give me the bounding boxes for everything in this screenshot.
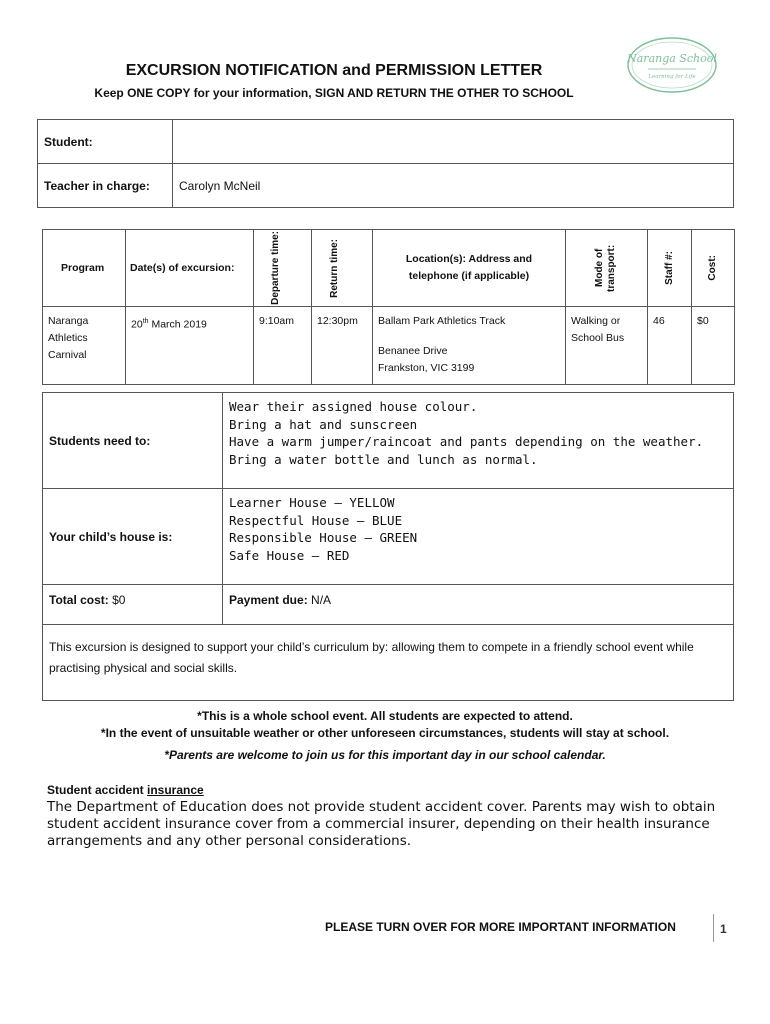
note-weather: *In the event of unsuitable weather or other unforeseen circumstances, students will stay at school. [100, 726, 670, 740]
house-item: Learner House – YELLOW [229, 495, 395, 510]
transport-value: Walking or School Bus [566, 307, 648, 385]
header-transport: Mode of transport: [566, 230, 648, 307]
logo-tagline: Learning for Life [648, 74, 696, 80]
departure-value: 9:10am [254, 307, 312, 385]
house-item: Responsible House – GREEN [229, 530, 418, 545]
teacher-label: Teacher in charge: [38, 164, 173, 208]
needs-list [223, 393, 734, 489]
insurance-heading: Student accident insurance [47, 783, 204, 797]
page-subtitle: Keep ONE COPY for your information, SIGN AND RETURN THE OTHER TO SCHOOL [94, 86, 574, 100]
excursion-table [42, 229, 735, 385]
header-program: Program [43, 230, 126, 307]
location-value: Ballam Park Athletics Track Benanee Drive Frankston, VIC 3199 [373, 307, 566, 385]
student-label: Student: [38, 120, 173, 164]
needs-item: Bring a water bottle and lunch as normal. [229, 451, 538, 467]
needs-item: Have a warm jumper/raincoat and pants depending on the weather. [229, 434, 704, 449]
needs-item: Wear their assigned house colour. [229, 399, 478, 414]
note-parents: *Parents are welcome to join us for this important day in our school calendar. [164, 748, 606, 762]
header-departure: Departure time: [254, 230, 312, 307]
header-return: Return time: [312, 230, 373, 307]
student-name-field[interactable] [173, 120, 734, 164]
page-number: 1 [713, 914, 727, 942]
insurance-body: The Department of Education does not provide student accident cover. Parents may wish to obtain student accident insurance cover from a commercial insurer, depending on their health insurance arrangements and any other personal considerations. [47, 799, 716, 849]
note-whole-school: *This is a whole school event. All students are expected to attend. [197, 709, 573, 723]
house-item: Respectful House – BLUE [229, 512, 403, 528]
cost-value: $0 [692, 307, 735, 385]
needs-label: Students need to: [43, 393, 223, 489]
needs-item: Bring a hat and sunscreen [229, 416, 418, 432]
staff-value: 46 [648, 307, 692, 385]
total-cost: Total cost: $0 [43, 585, 223, 625]
header-cost: Cost: [692, 230, 735, 307]
student-table [37, 119, 734, 208]
header-location: Location(s): Address and telephone (if applicable) [373, 230, 566, 307]
house-label: Your child’s house is: [43, 489, 223, 585]
house-item: Safe House – RED [229, 547, 350, 563]
curriculum-text: This excursion is designed to support your child’s curriculum by: allowing them to compete in a friendly school event while practising physical and social skills. [43, 625, 734, 701]
page-title: EXCURSION NOTIFICATION and PERMISSION LETTER [125, 62, 543, 79]
footer-note: PLEASE TURN OVER FOR MORE IMPORTANT INFORMATION [325, 920, 676, 934]
header-staff: Staff #: [648, 230, 692, 307]
payment-due: Payment due: N/A [223, 585, 734, 625]
house-list [223, 489, 734, 585]
teacher-value: Carolyn McNeil [173, 164, 734, 208]
logo-name: Naranga School [627, 52, 717, 65]
info-table [42, 392, 734, 701]
return-value: 12:30pm [312, 307, 373, 385]
date-value: 20th March 2019 [126, 307, 254, 385]
program-value: Naranga Athletics Carnival [43, 307, 126, 385]
header-dates: Date(s) of excursion: [126, 230, 254, 307]
school-logo [626, 36, 718, 94]
